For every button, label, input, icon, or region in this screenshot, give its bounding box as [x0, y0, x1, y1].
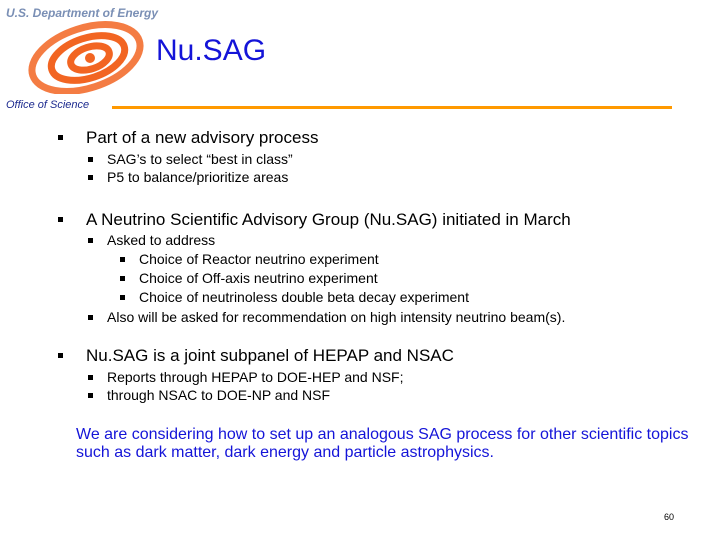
sub-sub-bullet-text: Choice of Off-axis neutrino experiment [139, 270, 378, 286]
bullet-marker [88, 315, 93, 320]
bullet-item [58, 128, 318, 148]
bullet-marker [58, 217, 63, 222]
bullet-marker [120, 276, 125, 281]
sub-bullet-item [88, 151, 293, 167]
sub-sub-bullet-item [120, 270, 378, 286]
sub-sub-bullet-text: Choice of neutrinoless double beta decay experiment [139, 289, 469, 305]
header-divider [112, 106, 672, 109]
bullet-marker [88, 175, 93, 180]
sub-sub-bullet-item [120, 251, 379, 267]
sub-bullet-item [88, 309, 565, 325]
sub-bullet-text: SAG’s to select “best in class” [107, 151, 293, 167]
sub-bullet-text: Asked to address [107, 232, 216, 248]
sub-bullet-text: Reports through HEPAP to DOE-HEP and NSF; [107, 369, 404, 385]
bullet-text: A Neutrino Scientific Advisory Group (Nu.SAG) initiated in March [86, 210, 571, 229]
bullet-marker [58, 353, 63, 358]
sub-bullet-item [88, 169, 288, 185]
bullet-marker [88, 157, 93, 162]
sub-bullet-text: P5 to balance/prioritize areas [107, 169, 289, 185]
bullet-marker [88, 375, 93, 380]
bullet-marker [120, 257, 125, 262]
bullet-marker [88, 393, 93, 398]
bullet-item [58, 346, 454, 366]
sub-sub-bullet-item [120, 289, 469, 305]
bullet-item [58, 210, 571, 230]
bullet-marker [58, 135, 63, 140]
bullet-marker [88, 238, 93, 243]
sub-bullet-text: Also will be asked for recommendation on high intensity neutrino beam(s). [107, 309, 566, 325]
office-label: Office of Science [6, 99, 90, 111]
slide-title: Nu.SAG [156, 34, 267, 67]
sub-bullet-item [88, 387, 330, 403]
doe-logo [24, 18, 154, 94]
sub-bullet-text: through NSAC to DOE-NP and NSF [107, 387, 331, 403]
sub-sub-bullet-text: Choice of Reactor neutrino experiment [139, 251, 379, 267]
sub-bullet-item [88, 232, 215, 248]
bullet-text: Nu.SAG is a joint subpanel of HEPAP and NSAC [86, 346, 454, 365]
department-label: U.S. Department of Energy [6, 6, 159, 20]
page-number: 60 [664, 512, 675, 522]
closing-statement: We are considering how to set up an analogous SAG process for other scientific topics such as dark matter, dark energy and particle astrophysics. [76, 426, 689, 461]
sub-bullet-item [88, 369, 403, 385]
bullet-marker [120, 295, 125, 300]
bullet-text: Part of a new advisory process [86, 128, 319, 147]
